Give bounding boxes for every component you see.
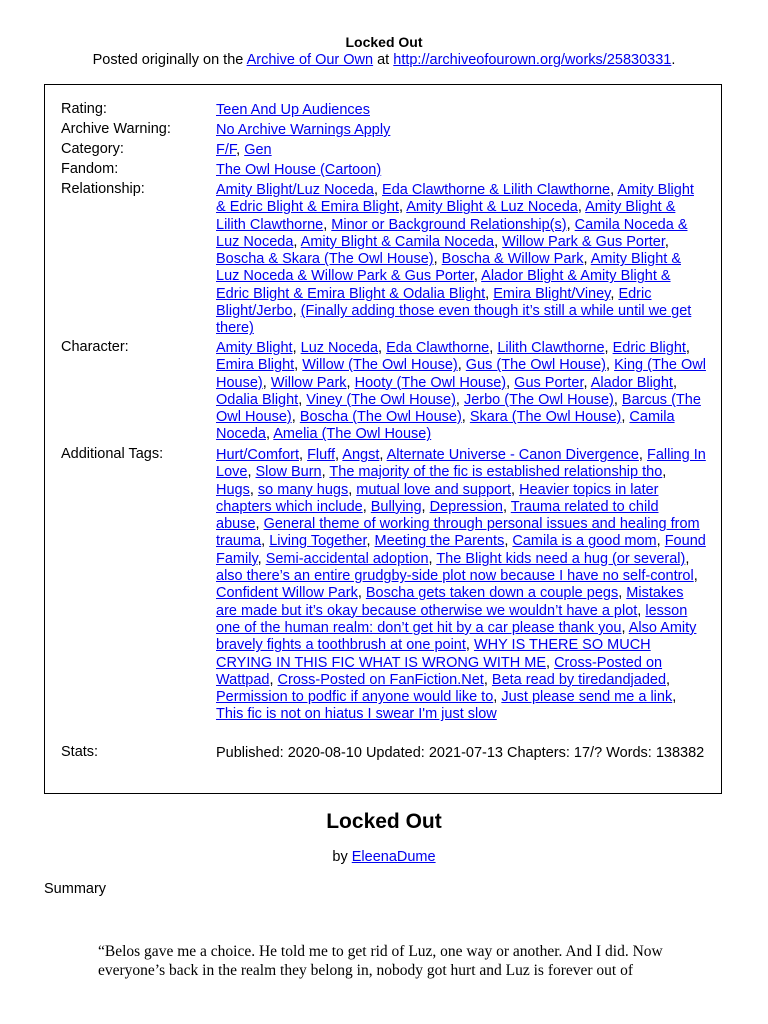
character-tag-link[interactable]: King (The Owl House) [216, 357, 706, 391]
tag-separator: , [348, 481, 357, 498]
additional-tag-link[interactable]: Just please send me a link [501, 689, 673, 706]
character-tag-link[interactable]: Viney (The Owl House) [306, 391, 456, 408]
fandom-label: Fandom: [61, 161, 119, 177]
category-link[interactable]: Gen [244, 142, 272, 158]
additional-tag-link[interactable]: Depression [429, 498, 503, 515]
tag-separator: , [373, 182, 383, 198]
tag-separator: , [672, 689, 677, 706]
character-tag-link[interactable]: Gus (The Owl House) [465, 357, 607, 374]
character-tag-link[interactable]: Amelia (The Owl House) [273, 426, 432, 443]
tag-separator: , [504, 533, 513, 550]
additional-tag-link[interactable]: Trauma related to child abuse [216, 498, 659, 533]
relationship-label: Relationship: [61, 181, 145, 197]
tag-separator: , [293, 233, 301, 250]
tag-separator: , [257, 550, 266, 567]
tag-separator: , [506, 374, 515, 391]
tag-separator: , [378, 340, 387, 356]
relationship-tag-link[interactable]: Willow Park & Gus Porter [502, 233, 665, 250]
tag-separator: , [379, 447, 387, 463]
tag-separator: , [511, 481, 520, 498]
additional-tag-link[interactable]: Fluff [307, 447, 336, 463]
work-url-link[interactable]: http://archiveofourown.org/works/25830331 [393, 52, 672, 68]
tag-separator: , [236, 142, 245, 158]
character-tag-link[interactable]: Jerbo (The Owl House) [463, 391, 614, 408]
tag-separator: , [483, 671, 492, 688]
additional-tag-link[interactable]: Camila is a good mom [512, 533, 657, 550]
character-tag-link[interactable]: Willow (The Owl House) [302, 357, 458, 374]
fandom-link[interactable]: The Owl House (Cartoon) [216, 162, 382, 178]
tag-separator: , [261, 533, 270, 550]
posted-period: . [671, 52, 676, 68]
fandom-value [216, 162, 706, 179]
tag-separator: , [610, 182, 618, 198]
relationship-tag-link[interactable]: Minor or Background Relationship(s) [331, 216, 567, 233]
tag-separator: , [255, 516, 264, 533]
tag-separator: , [618, 585, 627, 602]
additional-tag-link[interactable]: Falling In Love [216, 447, 706, 481]
tag-separator: , [294, 357, 303, 374]
tag-separator: , [502, 498, 511, 515]
tag-separator: , [455, 391, 464, 408]
byline [0, 849, 768, 865]
tag-separator: , [493, 689, 502, 706]
character-tag-link[interactable]: Willow Park [270, 374, 347, 391]
tags-value [216, 447, 706, 724]
additional-tag-link[interactable]: Boscha gets taken down a couple pegs [365, 585, 619, 602]
relationship-tag-link[interactable]: Boscha & Skara (The Owl House) [216, 251, 434, 268]
tag-separator: , [335, 447, 343, 463]
tag-separator: , [265, 426, 274, 443]
additional-tag-link[interactable]: Heavier topics in later chapters which include [216, 481, 659, 515]
at-text: at [373, 52, 394, 68]
additional-tag-link[interactable]: The majority of the fic is established relationship tho [329, 464, 663, 481]
tag-separator: , [666, 671, 671, 688]
character-tag-link[interactable]: Lilith Clawthorne [497, 340, 605, 356]
relationship-tag-link[interactable]: Amity Blight & Luz Noceda & Willow Park & Gus Porter [216, 251, 681, 285]
character-tag-link[interactable]: Barcus (The Owl House) [216, 391, 701, 426]
relationship-tag-link[interactable]: Amity Blight & Edric Blight & Emira Blight [216, 182, 694, 216]
by-text: by [332, 849, 352, 865]
additional-tag-link[interactable]: Slow Burn [255, 464, 322, 481]
posted-prefix: Posted originally on the [92, 52, 247, 68]
tag-separator: , [662, 464, 667, 481]
tag-separator: , [489, 340, 498, 356]
tag-separator: , [583, 251, 591, 268]
category-link[interactable]: F/F [216, 142, 237, 158]
warning-value [216, 122, 706, 139]
character-value [216, 340, 706, 444]
category-value [216, 142, 706, 159]
summary-text: “Belos gave me a choice. He told me to get rid of Luz, one way or another. And I did. Now everyone’s back in the realm they belong in, nobody got hurt and Luz is forever out of [98, 943, 663, 979]
tag-separator: , [346, 374, 355, 391]
tag-separator: , [473, 268, 482, 285]
tag-separator: , [323, 216, 332, 233]
relationship-tag-link[interactable]: Emira Blight/Viney [493, 285, 611, 302]
relationship-tag-link[interactable]: Amity Blight & Luz Noceda [406, 199, 578, 216]
tag-separator: , [421, 498, 430, 515]
posted-line [0, 52, 768, 68]
stats-label: Stats: [61, 744, 99, 760]
tag-separator: , [398, 199, 407, 216]
tag-separator: , [494, 233, 503, 250]
tag-separator: , [249, 481, 258, 498]
tag-separator: , [485, 285, 494, 302]
character-tag-link[interactable]: Odalia Blight [216, 391, 299, 408]
additional-tag-link[interactable]: Angst [342, 447, 380, 463]
tag-separator: , [638, 447, 647, 463]
relationship-tag-link[interactable]: Amity Blight & Camila Noceda [300, 233, 495, 250]
additional-tag-link[interactable]: General theme of working through personal issues and healing from trauma [216, 516, 700, 550]
character-tag-link[interactable]: Amity Blight [216, 340, 293, 356]
summary-label: Summary [44, 881, 107, 897]
additional-tag-link[interactable]: Bullying [370, 498, 422, 515]
relationship-tag-link[interactable]: Camila Noceda & Luz Noceda [216, 216, 688, 250]
tag-separator: , [292, 303, 301, 320]
tag-separator: , [637, 602, 646, 619]
relationship-tag-link[interactable]: Boscha & Willow Park [441, 251, 584, 268]
tag-separator: , [672, 374, 677, 391]
tag-separator: , [621, 409, 630, 426]
additional-tag-link[interactable]: Confident Willow Park [216, 585, 358, 602]
additional-tag-link[interactable]: so many hugs [257, 481, 349, 498]
tag-separator: , [366, 533, 375, 550]
warning-label: Archive Warning: [61, 121, 171, 137]
character-tag-link[interactable]: Luz Noceda [300, 340, 379, 356]
additional-tag-link[interactable]: The Blight kids need a hug (or several) [436, 550, 686, 567]
character-tag-link[interactable]: Alador Blight [590, 374, 673, 391]
additional-tag-link[interactable]: Permission to podfic if anyone would like to [216, 689, 494, 706]
rating-label: Rating: [61, 101, 107, 117]
work-title: Locked Out [326, 810, 442, 833]
additional-tag-link[interactable]: This fic is not on hiatus I swear I'm just slow [216, 706, 497, 723]
tag-separator: , [610, 285, 619, 302]
tags-label: Additional Tags: [61, 446, 164, 462]
tag-separator: , [621, 619, 629, 636]
additional-tag-link[interactable]: Meeting the Parents [374, 533, 505, 550]
tag-separator: , [291, 409, 300, 426]
tag-separator: , [298, 391, 307, 408]
character-tag-link[interactable]: Gus Porter [514, 374, 584, 391]
tag-separator: , [465, 637, 474, 654]
tag-separator: , [433, 251, 442, 268]
tag-separator: , [461, 409, 470, 426]
tag-separator: , [321, 464, 330, 481]
tag-separator: , [262, 374, 271, 391]
character-tag-link[interactable]: Hooty (The Owl House) [354, 374, 507, 391]
rating-value [216, 102, 706, 119]
additional-tag-link[interactable]: mutual love and support [356, 481, 512, 498]
relationship-tag-link[interactable]: Amity Blight & Lilith Clawthorne [216, 199, 676, 233]
category-label: Category: [61, 141, 124, 157]
additional-tag-link[interactable]: also there’s an entire grudgby-side plot now because I have no self-control [216, 568, 694, 585]
character-tag-link[interactable]: Boscha (The Owl House) [299, 409, 462, 426]
relationship-tag-link[interactable]: Alador Blight & Amity Blight & Edric Blight & Emira Blight & Odalia Blight [216, 268, 671, 302]
tag-separator: , [583, 374, 591, 391]
tag-separator: , [664, 233, 669, 250]
additional-tag-link[interactable]: Alternate Universe - Canon Divergence [386, 447, 639, 463]
tag-separator: , [685, 340, 690, 356]
additional-tag-link[interactable]: lesson one of the human realm: don’t get hit by a car please thank you [216, 602, 688, 636]
relationship-value [216, 182, 706, 338]
additional-tag-link[interactable]: Also Amity bravely fights a toothbrush at one point [216, 619, 697, 654]
tag-separator: , [613, 391, 622, 408]
warning-link[interactable]: No Archive Warnings Apply [216, 122, 391, 138]
tag-separator: , [357, 585, 366, 602]
relationship-tag-link[interactable]: (Finally adding those even though it’s still a while until we get there) [216, 303, 692, 337]
tag-separator: , [546, 654, 555, 671]
tag-separator: , [428, 550, 437, 567]
additional-tag-link[interactable]: WHY IS THERE SO MUCH CRYING IN THIS FIC WHAT IS WRONG WITH ME [216, 637, 651, 671]
tag-separator: , [693, 568, 698, 585]
character-tag-link[interactable]: Skara (The Owl House) [469, 409, 622, 426]
character-label: Character: [61, 339, 129, 355]
tag-separator: , [566, 216, 575, 233]
tag-separator: , [362, 498, 371, 515]
relationship-tag-link[interactable]: Eda Clawthorne & Lilith Clawthorne [382, 182, 611, 198]
additional-tag-link[interactable]: Cross-Posted on Wattpad [216, 654, 663, 688]
tag-separator: , [299, 447, 308, 463]
tag-separator: , [457, 357, 466, 374]
additional-tag-link[interactable]: Mistakes are made but it’s okay because otherwise we wouldn’t have a plot [216, 585, 684, 619]
author-link[interactable]: EleenaDume [351, 849, 436, 865]
character-tag-link[interactable]: Edric Blight [612, 340, 686, 356]
additional-tag-link[interactable]: Living Together [269, 533, 367, 550]
tag-separator: , [604, 340, 613, 356]
tag-separator: , [269, 671, 278, 688]
metadata-box [44, 84, 722, 794]
additional-tag-link[interactable]: Hurt/Comfort [216, 447, 299, 463]
tag-separator: , [292, 340, 301, 356]
additional-tag-link[interactable]: Beta read by tiredandjaded [491, 671, 667, 688]
tag-separator: , [606, 357, 615, 374]
tag-separator: , [685, 550, 690, 567]
rating-link[interactable]: Teen And Up Audiences [216, 102, 370, 118]
relationship-tag-link[interactable]: Amity Blight/Luz Noceda [216, 182, 374, 198]
additional-tag-link[interactable]: Found Family [216, 533, 706, 567]
additional-tag-link[interactable]: Hugs [216, 481, 250, 498]
archive-link[interactable]: Archive of Our Own [246, 52, 374, 68]
character-tag-link[interactable]: Emira Blight [216, 357, 295, 374]
character-tag-link[interactable]: Camila Noceda [216, 409, 675, 443]
additional-tag-link[interactable]: Cross-Posted on FanFiction.Net [277, 671, 484, 688]
tag-separator: , [656, 533, 665, 550]
relationship-tag-link[interactable]: Edric Blight/Jerbo [216, 285, 652, 320]
character-tag-link[interactable]: Eda Clawthorne [386, 340, 490, 356]
stats-value: Published: 2020-08-10 Updated: 2021-07-13 Chapters: 17/? Words: 138382 [216, 745, 705, 761]
tag-separator: , [577, 199, 586, 216]
document-title: Locked Out [345, 34, 423, 50]
tag-separator: , [247, 464, 256, 481]
additional-tag-link[interactable]: Semi-accidental adoption [265, 550, 429, 567]
